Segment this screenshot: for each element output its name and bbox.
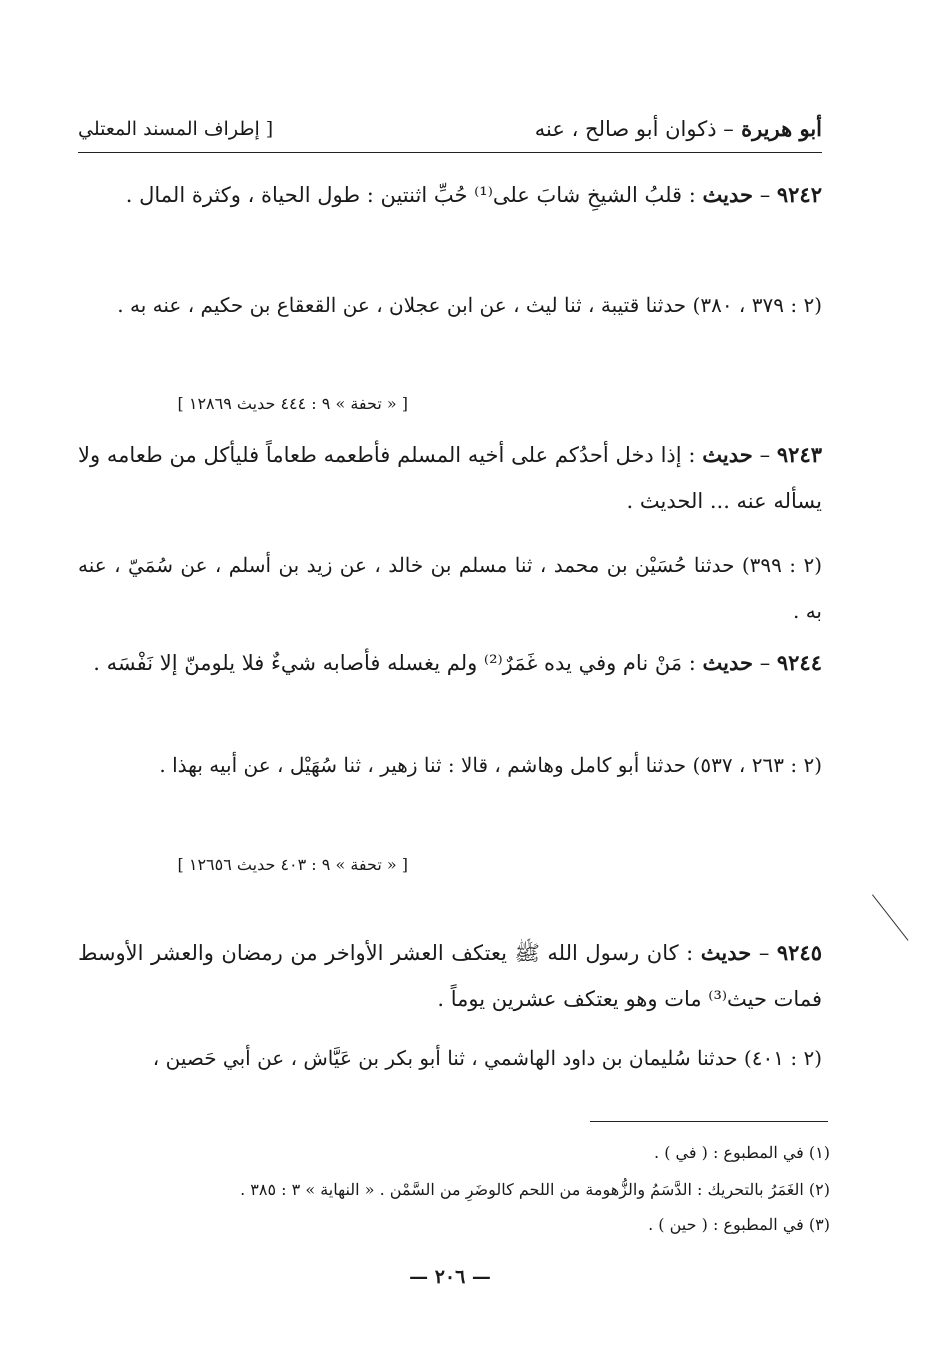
hadith-text: ٩٢٤٣ – حديث : إذا دخل أحدُكم على أخيه المسلم فأطعمه طعاماً فليأكل من طعامه ولا يسأله عنه ... الحديث . bbox=[78, 442, 823, 513]
footnote: (٢) الغَمَرُ بالتحريك : الدَّسَمُ والزُّهومة من اللحم كالوضَرِ من السَّمْن . « النهاية » ٣ : ٣٨٥ . bbox=[240, 1180, 830, 1199]
tuhfa-reference: [ « تحفة » ٩ : ٤٠٣ حديث ١٢٦٥٦ ] bbox=[177, 855, 408, 874]
isnad-text: (٢ : ٣٩٩) حدثنا حُسَيْن بن محمد ، ثنا مسلم بن خالد ، عن زيد بن أسلم ، عن سُمَيّ ، عنه به . bbox=[78, 553, 822, 623]
hadith-body: : مَنْ نام وفي يده غَمَرٌ⁽²⁾ ولم يغسله فأصابه شيءٌ فلا يلومنّ إلا نَفْسَه . bbox=[93, 651, 696, 675]
footnote: (٣) في المطبوع : ( حين ) . bbox=[648, 1215, 830, 1234]
margin-pen-mark bbox=[872, 894, 908, 940]
hadith-body: : كان رسول الله ﷺ يعتكف العشر الأواخر من رمضان والعشر الأوسط فمات حيث⁽³⁾ مات وهو يعتكف عشرين يوماً . bbox=[78, 941, 822, 1011]
footnote: (١) في المطبوع : ( في ) . bbox=[654, 1143, 830, 1162]
hadith-body: : إذا دخل أحدُكم على أخيه المسلم فأطعمه طعاماً فليأكل من طعامه ولا يسأله عنه ... الحديث . bbox=[78, 443, 822, 513]
hadith-text: ٩٢٤٥ – حديث : كان رسول الله ﷺ يعتكف العشر الأواخر من رمضان والعشر الأوسط فمات حيث⁽³⁾ مات وهو يعتكف عشرين يوماً . bbox=[78, 940, 822, 1011]
hadith-number: ٩٢٤٣ bbox=[776, 442, 823, 467]
isnad-text: (٢ : ٤٠١) حدثنا سُليمان بن داود الهاشمي ، ثنا أبو بكر بن عَيَّاش ، عن أبي حَصين ، bbox=[152, 1046, 822, 1070]
tuhfa-reference: [ « تحفة » ٩ : ٤٤٤ حديث ١٢٨٦٩ ] bbox=[177, 394, 408, 413]
isnad-text: (٢ : ٣٧٩ ، ٣٨٠) حدثنا قتيبة ، ثنا ليث ، عن ابن عجلان ، عن القعقاع بن حكيم ، عنه به . bbox=[117, 293, 822, 317]
hadith-number: ٩٢٤٤ bbox=[776, 650, 822, 675]
hadith-number: ٩٢٤٥ bbox=[776, 940, 822, 965]
hadith-text: ٩٢٤٢ – حديث : قلبُ الشيخِ شابَ على⁽¹⁾ حُبِّ اثنتين : طول الحياة ، وكثرة المال . bbox=[125, 182, 822, 207]
running-header bbox=[78, 112, 822, 153]
running-title bbox=[535, 116, 822, 141]
hadith-body: : قلبُ الشيخِ شابَ على⁽¹⁾ حُبِّ اثنتين : طول الحياة ، وكثرة المال . bbox=[125, 183, 696, 207]
hadith-keyword: حديث bbox=[702, 182, 754, 207]
footnote-separator bbox=[590, 1121, 828, 1122]
running-title-bold: أبو هريرة bbox=[741, 116, 822, 141]
running-title-rest: – ذكوان أبو صالح ، عنه bbox=[534, 117, 734, 141]
hadith-keyword: حديث bbox=[700, 940, 752, 965]
hadith-number: ٩٢٤٢ bbox=[776, 182, 822, 207]
isnad-text: (٢ : ٢٦٣ ، ٥٣٧) حدثنا أبو كامل وهاشم ، قالا : ثنا زهير ، ثنا سُهَيْل ، عن أبيه بهذا . bbox=[159, 753, 822, 777]
hadith-keyword: حديث bbox=[702, 650, 754, 675]
page-number: — ٢٠٦ — bbox=[409, 1266, 491, 1288]
hadith-keyword: حديث bbox=[702, 442, 753, 467]
hadith-text: ٩٢٤٤ – حديث : مَنْ نام وفي يده غَمَرٌ⁽²⁾ ولم يغسله فأصابه شيءٌ فلا يلومنّ إلا نَفْسَه . bbox=[93, 650, 822, 675]
book-title: [ إطراف المسند المعتلي bbox=[78, 118, 274, 140]
